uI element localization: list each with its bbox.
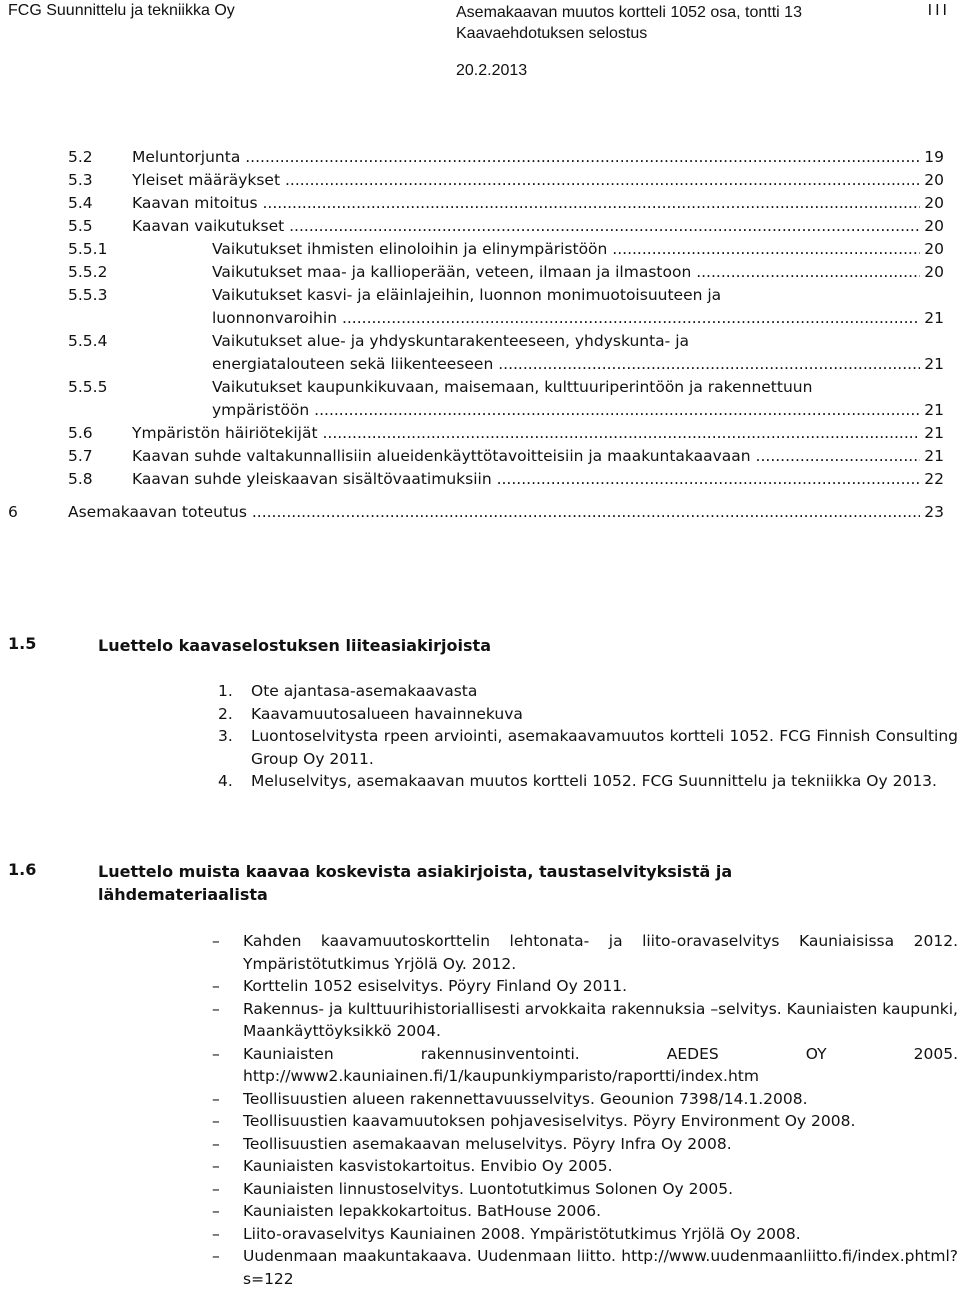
list-item: [212, 1245, 958, 1290]
toc-entry-page: 20: [924, 171, 944, 189]
toc-entry-page: 21: [924, 355, 944, 373]
toc-entry[interactable]: [0, 284, 960, 330]
list-item-text: Meluselvitys, asemakaavan muutos kortteli 1052. FCG Suunnittelu ja tekniikka Oy 2013.: [251, 772, 937, 790]
toc-entry[interactable]: [0, 192, 960, 215]
list-item: [212, 1110, 958, 1133]
list-item-text: Kauniaisten lepakkokartoitus. BatHouse 2006.: [243, 1202, 602, 1220]
document-subtitle: Kaavaehdotuksen selostus: [456, 25, 648, 42]
toc-entry-number: 5.6: [68, 424, 93, 442]
list-item-number: 1.: [218, 682, 233, 700]
list-item: [212, 1043, 958, 1088]
list-item-text: Kahden kaavamuutoskorttelin lehtonata- ja liito-oravaselvitys Kauniaisissa 2012. Ympäristötutkimus Yrjölä Oy. 2012.: [243, 932, 958, 973]
toc-entry-number: 5.5.4: [68, 332, 108, 350]
toc-entry-page: 21: [924, 309, 944, 327]
toc-entry-title: Kaavan mitoitus .....: [132, 192, 920, 215]
toc-entry[interactable]: [0, 169, 960, 192]
toc-entry-page: 20: [924, 240, 944, 258]
dash-bullet: –: [212, 1247, 220, 1265]
list-item: [212, 1178, 958, 1201]
toc-entry-title: Vaikutukset ihmisten elinoloihin ja elinympäristöön .....: [212, 238, 920, 261]
toc-entry-number: 5.8: [68, 470, 93, 488]
list-item-text: Kauniaisten rakennusinventointi. AEDES OY 2005. http://www2.kauniainen.fi/1/kaupunkiymparisto/raportti/index.htm: [243, 1044, 958, 1085]
toc-entry-page: 20: [924, 194, 944, 212]
list-item-text: Kauniaisten kasvistokartoitus. Envibio Oy 2005.: [243, 1157, 613, 1175]
toc-entry-title: Vaikutukset kasvi- ja eläinlajeihin, luonnon monimuotoisuuteen ja: [212, 286, 722, 304]
page-number: III: [927, 2, 950, 19]
list-item-text: Luontoselvitysta rpeen arviointi, asemakaavamuutos kortteli 1052. FCG Finnish Consulting Group Oy 2011.: [251, 727, 958, 768]
toc-entry-title: Kaavan suhde yleiskaavan sisältövaatimuksiin .....: [132, 468, 920, 491]
toc-entry[interactable]: [0, 215, 960, 238]
list-item-text: Teollisuustien asemakaavan meluselvitys. Pöyry Infra Oy 2008.: [243, 1134, 732, 1153]
toc-entry[interactable]: [0, 146, 960, 169]
dash-bullet: –: [212, 1089, 220, 1108]
toc-entry-page: 22: [924, 470, 944, 488]
attachments-list: [218, 680, 958, 793]
toc-entry-number: 5.2: [68, 148, 93, 166]
toc-entry[interactable]: [0, 238, 960, 261]
list-item-number: 2.: [218, 704, 233, 723]
list-item-text: Ote ajantasa-asemakaavasta: [251, 682, 478, 700]
toc-entry-number: 5.5.1: [68, 240, 108, 258]
toc-entry-title: Kaavan vaikutukset .....: [132, 215, 920, 238]
dash-bullet: –: [212, 1044, 220, 1063]
section-number: 1.6: [8, 860, 37, 879]
toc-entry[interactable]: [0, 376, 960, 422]
list-item: [218, 703, 958, 726]
section-title: Luettelo kaavaselostuksen liiteasiakirjoista: [98, 636, 491, 655]
document-title-block: [456, 2, 802, 44]
toc-entry-title-continued: ympäristöön .....: [212, 399, 920, 422]
list-item: [212, 975, 958, 998]
list-item: [212, 1223, 958, 1246]
toc-entry-title: Yleiset määräykset .....: [132, 169, 920, 192]
list-item: [212, 1200, 958, 1223]
section-number: 1.5: [8, 634, 37, 653]
toc-entry-title: Meluntorjunta .....: [132, 146, 920, 169]
list-item: [212, 930, 958, 975]
toc-entry-number: 5.5.3: [68, 286, 108, 304]
list-item: [218, 725, 958, 770]
reference-list: [212, 930, 958, 1290]
toc-entry[interactable]: [0, 330, 960, 376]
company-name: FCG Suunnittelu ja tekniikka Oy: [8, 2, 235, 19]
list-item-text: Kauniaisten linnustoselvitys. Luontotutkimus Solonen Oy 2005.: [243, 1179, 734, 1198]
list-item-text: Kaavamuutosalueen havainnekuva: [251, 704, 523, 723]
dash-bullet: –: [212, 1157, 220, 1175]
dash-bullet: –: [212, 932, 220, 950]
toc-entry-page: 20: [924, 263, 944, 281]
list-item: [218, 680, 958, 703]
document-title: Asemakaavan muutos kortteli 1052 osa, tontti 13: [456, 4, 802, 21]
toc-entry-title-continued: luonnonvaroihin .....: [212, 307, 920, 330]
toc-entry[interactable]: [0, 468, 960, 491]
toc-entry-number: 6: [8, 503, 18, 521]
toc-entry[interactable]: [0, 445, 960, 468]
toc-entry-page: 23: [924, 503, 944, 521]
dash-bullet: –: [212, 1134, 220, 1153]
toc-entry-page: 21: [924, 401, 944, 419]
dash-bullet: –: [212, 977, 220, 995]
table-of-contents: [0, 146, 960, 524]
page-header: [0, 0, 960, 90]
list-item-text: Teollisuustien alueen rakennettavuusselvitys. Geounion 7398/14.1.2008.: [243, 1089, 808, 1108]
dash-bullet: –: [212, 1179, 220, 1198]
toc-entry-title: Vaikutukset maa- ja kallioperään, veteen, ilmaan ja ilmastoon .....: [212, 261, 920, 284]
toc-entry-page: 21: [924, 447, 944, 465]
list-item: [212, 1155, 958, 1178]
toc-entry-title: Vaikutukset alue- ja yhdyskuntarakenteeseen, yhdyskunta- ja: [212, 332, 690, 350]
document-date: 20.2.2013: [456, 62, 528, 79]
toc-entry-number: 5.5: [68, 217, 93, 235]
list-item: [212, 998, 958, 1043]
toc-entry-title: Vaikutukset kaupunkikuvaan, maisemaan, kulttuuriperintöön ja rakennettuun: [212, 378, 813, 396]
dash-bullet: –: [212, 1224, 220, 1243]
toc-entry-title: Asemakaavan toteutus .....: [68, 501, 920, 524]
toc-entry-number: 5.5.5: [68, 378, 108, 396]
section-title: Luettelo muista kaavaa koskevista asiakirjoista, taustaselvityksistä ja lähdemateriaalista: [98, 862, 733, 904]
list-item-text: Liito-oravaselvitys Kauniainen 2008. Ympäristötutkimus Yrjölä Oy 2008.: [243, 1224, 801, 1243]
toc-entry-title: Kaavan suhde valtakunnallisiin alueidenkäyttötavoitteisiin ja maakuntakaavaan .....: [132, 445, 920, 468]
toc-entry-page: 19: [924, 148, 944, 166]
toc-entry-number: 5.7: [68, 447, 93, 465]
dash-bullet: –: [212, 999, 220, 1018]
toc-entry-title: Ympäristön häiriötekijät .....: [132, 422, 920, 445]
toc-entry-page: 21: [924, 424, 944, 442]
dash-bullet: –: [212, 1202, 220, 1220]
list-item-text: Uudenmaan maakuntakaava. Uudenmaan liitto. http://www.uudenmaanliitto.fi/index.phtml?s=122: [243, 1247, 958, 1288]
list-item-number: 3.: [218, 727, 233, 745]
toc-entry-title-continued: energiatalouteen sekä liikenteeseen .....: [212, 353, 920, 376]
toc-entry-number: 5.4: [68, 194, 93, 212]
dash-bullet: –: [212, 1112, 220, 1130]
toc-entry[interactable]: [0, 422, 960, 445]
toc-entry[interactable]: [0, 501, 960, 524]
list-item-number: 4.: [218, 772, 233, 790]
toc-entry-page: 20: [924, 217, 944, 235]
list-item-text: Korttelin 1052 esiselvitys. Pöyry Finland Oy 2011.: [243, 977, 628, 995]
list-item: [218, 770, 958, 793]
list-item: [212, 1133, 958, 1156]
list-item-text: Rakennus- ja kulttuurihistoriallisesti arvokkaita rakennuksia –selvitys. Kauniaisten kaupunki, Maankäyttöyksikkö 2004.: [243, 999, 958, 1040]
list-item-text: Teollisuustien kaavamuutoksen pohjavesiselvitys. Pöyry Environment Oy 2008.: [243, 1112, 856, 1130]
list-item: [212, 1088, 958, 1111]
toc-entry[interactable]: [0, 261, 960, 284]
toc-entry-number: 5.5.2: [68, 263, 108, 281]
toc-entry-number: 5.3: [68, 171, 93, 189]
